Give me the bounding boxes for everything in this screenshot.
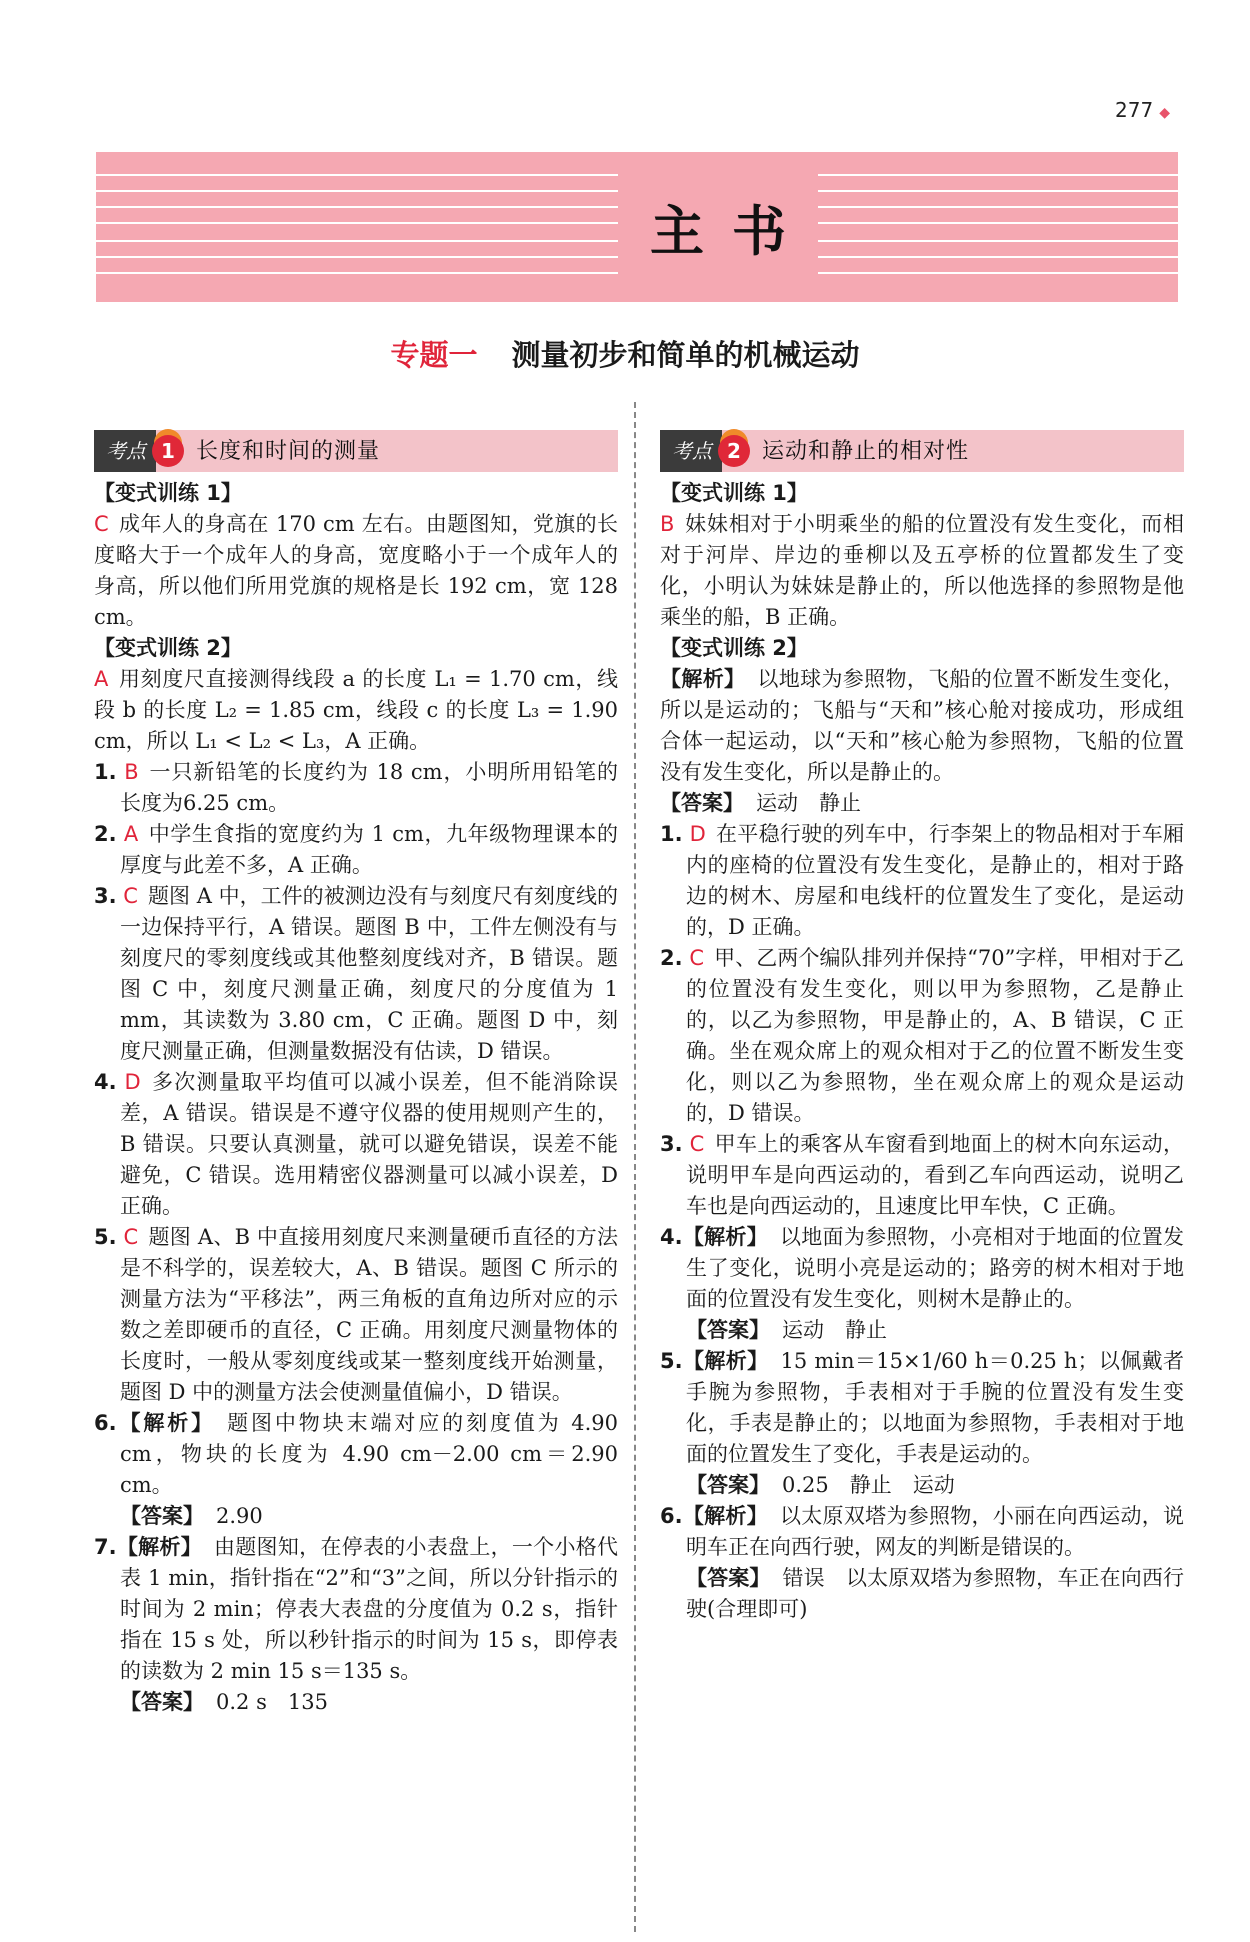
answer-block: B 妹妹相对于小明乘坐的船的位置没有发生变化，而相对于河岸、岸边的垂柳以及五亭桥的位置都发生了变化，小明认为妹妹是静止的，所以他选择的参照物是他乘坐的船，B 正确。 xyxy=(660,512,1184,629)
kaodian-header-2 xyxy=(660,430,1184,472)
answer-line: 【答案】 运动 静止 xyxy=(660,791,861,815)
diamond-icon: ◆ xyxy=(1159,105,1170,121)
question-item: 3. C 题图 A 中，工件的被测边没有与刻度尺有刻度线的一边保持平行，A 错误。题图 B 中，工件左侧没有与刻度尺的零刻度线或其他整刻度线对齐，B 错误。题图 C 中，刻度尺测量正确，刻度尺的分度值为 1 mm，其读数为 3.80 cm，C 正确。题图 D 中，刻度尺测量正确，但测量数据没有估读，D 错误。 xyxy=(94,884,618,1063)
answer-line: 【答案】 2.90 xyxy=(120,1504,263,1528)
kaodian-title: 运动和静止的相对性 xyxy=(762,438,970,464)
kaodian-label: 考点 xyxy=(94,430,156,472)
question-item: 4. D 多次测量取平均值可以减小误差，但不能消除误差，A 错误。错误是不遵守仪器的使用规则产生的，B 错误。只要认真测量，就可以避免错误，误差不能避免，C 错误。选用精密仪器测量可以减小误差，D 正确。 xyxy=(94,1070,618,1218)
question-item: 4.【解析】 以地面为参照物，小亮相对于地面的位置发生了变化，说明小亮是运动的；路旁的树木相对于地面的位置没有发生变化，则树木是静止的。 xyxy=(660,1225,1185,1311)
answer-line: 【答案】 0.25 静止 运动 xyxy=(686,1473,955,1497)
answer-line: 【答案】 错误 以太原双塔为参照物，车正在向西行驶(合理即可) xyxy=(686,1566,1184,1621)
question-item: 5.【解析】 15 min＝15×1/60 h＝0.25 h；以佩戴者手腕为参照物，手表相对于手腕的位置没有发生变化，手表是静止的；以地面为参照物，手表相对于地面的位置发生了变化，手表是运动的。 xyxy=(660,1349,1185,1466)
left-column xyxy=(94,430,618,1718)
kaodian-label: 考点 xyxy=(660,430,722,472)
question-item: 7.【解析】 由题图知，在停表的小表盘上，一个小格代表 1 min，指针指在“2”和“3”之间，所以分针指示的时间为 2 min；停表大表盘的分度值为 0.2 s，指针指在 15 s 处，所以秒针指示的时间为 15 s，即停表的读数为 2 min 15 s＝135 s。 xyxy=(94,1535,619,1683)
question-item: 1. D 在平稳行驶的列车中，行李架上的物品相对于车厢内的座椅的位置没有发生变化，是静止的，相对于路边的树木、房屋和电线杆的位置发生了变化，是运动的，D 正确。 xyxy=(660,822,1184,939)
analysis-block: 【解析】 以地球为参照物，飞船的位置不断发生变化，所以是运动的；飞船与“天和”核心舱对接成功，形成组合体一起运动，以“天和”核心舱为参照物，飞船的位置没有发生变化，所以是静止的。 xyxy=(660,667,1185,784)
question-item: 2. C 甲、乙两个编队排列并保持“70”字样，甲相对于乙的位置没有发生变化，则以甲为参照物，乙是静止的，以乙为参照物，甲是静止的，A、B 错误，C 正确。坐在观众席上的观众相对于乙的位置不断发生变化，则以乙为参照物，坐在观众席上的观众是运动的，D 错误。 xyxy=(660,946,1184,1125)
kaodian-title: 长度和时间的测量 xyxy=(196,438,381,464)
question-item: 3. C 甲车上的乘客从车窗看到地面上的树木向东运动，说明甲车是向西运动的，看到乙车向西运动，说明乙车也是向西运动的，且速度比甲车快，C 正确。 xyxy=(660,1132,1184,1218)
section-title: 【变式训练 1】 xyxy=(94,481,242,505)
chapter-banner xyxy=(96,152,1178,302)
kaodian-number: 2 xyxy=(718,435,750,467)
section-title: 【变式训练 2】 xyxy=(660,636,808,660)
question-item: 5. C 题图 A、B 中直接用刻度尺来测量硬币直径的方法是不科学的，误差较大，A、B 错误。题图 C 所示的测量方法为“平移法”，两三角板的直角边所对应的示数之差即硬币的直径，C 正确。用刻度尺测量物体的长度时，一般从零刻度线或某一整刻度线开始测量，题图 D 中的测量方法会使测量值偏小，D 错误。 xyxy=(94,1225,618,1404)
kaodian-header-1 xyxy=(94,430,618,472)
column-divider xyxy=(634,402,636,1932)
question-item: 1. B 一只新铅笔的长度约为 18 cm，小明所用铅笔的长度为6.25 cm。 xyxy=(94,760,618,815)
answer-block: A 用刻度尺直接测得线段 a 的长度 L₁ = 1.70 cm，线段 b 的长度 L₂ = 1.85 cm，线段 c 的长度 L₃ = 1.90 cm，所以 L₁ < L₂ < L₃，A 正确。 xyxy=(94,667,618,753)
question-item: 6.【解析】 题图中物块末端对应的刻度值为 4.90 cm，物块的长度为 4.90 cm－2.00 cm＝2.90 cm。 xyxy=(94,1411,619,1497)
answer-block: C 成年人的身高在 170 cm 左右。由题图知，党旗的长度略大于一个成年人的身高，宽度略小于一个成年人的身高，所以他们所用党旗的规格是长 192 cm，宽 128 cm。 xyxy=(94,512,618,629)
banner-title: 主书 xyxy=(650,199,814,263)
subject-title: 测量初步和简单的机械运动 xyxy=(511,338,860,372)
kaodian-number: 1 xyxy=(152,435,184,467)
section-title: 【变式训练 2】 xyxy=(94,636,242,660)
question-item: 2. A 中学生食指的宽度约为 1 cm，九年级物理课本的厚度与此差不多，A 正确。 xyxy=(94,822,618,877)
answer-line: 【答案】 运动 静止 xyxy=(686,1318,887,1342)
page-number: 277 ◆ xyxy=(1115,98,1170,122)
right-column xyxy=(660,430,1184,1625)
question-item: 6.【解析】 以太原双塔为参照物，小丽在向西运动，说明车正在向西行驶，网友的判断是错误的。 xyxy=(660,1504,1185,1559)
section-title: 【变式训练 1】 xyxy=(660,481,808,505)
subject-tag: 专题一 xyxy=(390,338,478,372)
answer-line: 【答案】 0.2 s 135 xyxy=(120,1690,328,1714)
subject-heading xyxy=(0,333,1250,374)
